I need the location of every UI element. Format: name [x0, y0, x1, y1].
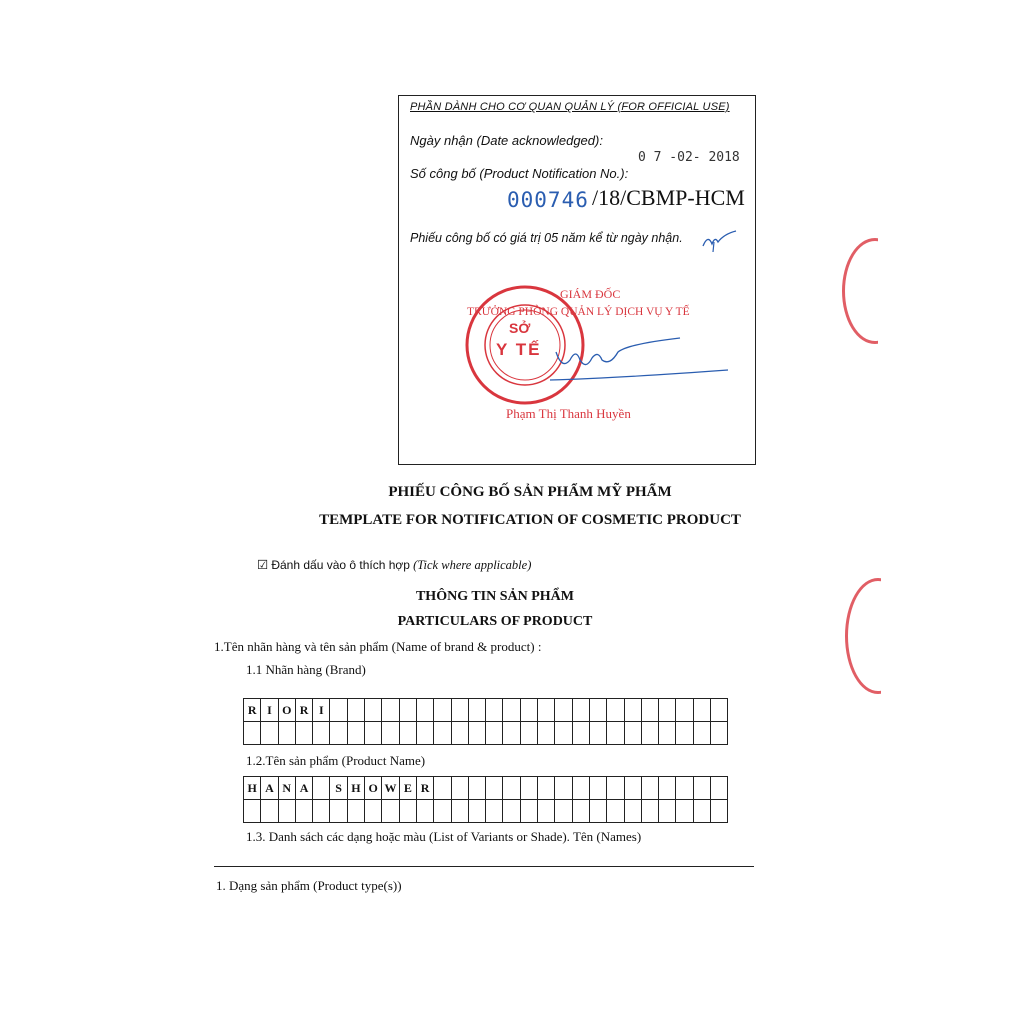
brand-cell	[641, 699, 658, 722]
brand-cell	[589, 722, 606, 745]
product-cell	[313, 777, 330, 800]
product-cell	[572, 800, 589, 823]
brand-cell	[659, 722, 676, 745]
product-cell	[693, 800, 710, 823]
section-heading-en: PARTICULARS OF PRODUCT	[397, 614, 593, 629]
product-cell	[607, 777, 624, 800]
brand-cell	[295, 722, 312, 745]
brand-cell	[382, 699, 399, 722]
brand-cell	[520, 699, 537, 722]
title-english: TEMPLATE FOR NOTIFICATION OF COSMETIC PRODUCT	[319, 512, 741, 528]
product-cell: H	[347, 777, 364, 800]
validity-note: Phiếu công bố có giá trị 05 năm kể từ ngày nhận.	[410, 231, 683, 245]
official-header: PHẦN DÀNH CHO CƠ QUAN QUẢN LÝ (FOR OFFICIAL USE)	[410, 101, 730, 113]
brand-cell: O	[278, 699, 295, 722]
side-stamp-bottom	[845, 578, 911, 694]
product-cell	[659, 800, 676, 823]
tick-label-en: (Tick where applicable)	[413, 558, 532, 572]
product-cell	[624, 800, 641, 823]
brand-cell	[693, 722, 710, 745]
product-cell	[295, 800, 312, 823]
product-cell	[555, 800, 572, 823]
product-cell	[468, 800, 485, 823]
product-cell	[676, 800, 693, 823]
product-cell: R	[416, 777, 433, 800]
brand-row	[244, 722, 728, 745]
product-cell	[607, 800, 624, 823]
notification-number-suffix: /18/CBMP-HCM	[592, 185, 745, 210]
brand-cell	[503, 722, 520, 745]
signer-title-1: GIÁM ĐỐC	[560, 287, 621, 301]
product-cell: O	[365, 777, 382, 800]
product-name-grid	[243, 776, 728, 823]
product-cell	[711, 800, 728, 823]
brand-cell	[676, 722, 693, 745]
brand-cell	[451, 699, 468, 722]
product-row	[244, 777, 728, 800]
tick-label-vi: Đánh dấu vào ô thích hợp	[271, 558, 410, 572]
item-1-2-label: 1.2.Tên sản phẩm (Product Name)	[246, 753, 426, 768]
stamp-center-line1: SỞ	[509, 320, 531, 336]
brand-cell	[347, 722, 364, 745]
brand-cell	[330, 699, 347, 722]
brand-cell	[468, 722, 485, 745]
product-cell	[624, 777, 641, 800]
product-cell	[538, 800, 555, 823]
brand-cell	[434, 699, 451, 722]
signer-name: Phạm Thị Thanh Huyền	[506, 406, 631, 421]
brand-cell: R	[295, 699, 312, 722]
brand-cell	[624, 722, 641, 745]
product-cell	[451, 800, 468, 823]
brand-cell	[468, 699, 485, 722]
product-cell	[486, 777, 503, 800]
signature	[540, 330, 740, 390]
product-cell: S	[330, 777, 347, 800]
product-cell	[347, 800, 364, 823]
product-cell	[399, 800, 416, 823]
product-cell	[693, 777, 710, 800]
item-1-label: 1.Tên nhãn hàng và tên sản phẩm (Name of brand & product) :	[214, 639, 542, 654]
brand-cell	[659, 699, 676, 722]
brand-cell	[434, 722, 451, 745]
product-cell	[538, 777, 555, 800]
brand-cell	[607, 722, 624, 745]
brand-cell	[382, 722, 399, 745]
product-cell	[382, 800, 399, 823]
product-cell	[572, 777, 589, 800]
brand-cell	[555, 699, 572, 722]
product-cell	[365, 800, 382, 823]
product-cell	[416, 800, 433, 823]
brand-grid	[243, 698, 728, 745]
product-cell	[711, 777, 728, 800]
brand-cell	[503, 699, 520, 722]
side-stamp-top	[842, 238, 908, 344]
brand-cell	[365, 722, 382, 745]
brand-cell	[416, 722, 433, 745]
brand-cell	[676, 699, 693, 722]
brand-cell: I	[313, 699, 330, 722]
brand-cell: I	[261, 699, 278, 722]
product-cell	[244, 800, 261, 823]
product-cell: A	[295, 777, 312, 800]
product-cell	[520, 800, 537, 823]
checkbox-icon: ☑	[257, 558, 269, 572]
brand-cell	[399, 722, 416, 745]
product-cell	[278, 800, 295, 823]
brand-cell	[555, 722, 572, 745]
product-cell	[434, 800, 451, 823]
date-acknowledged-value: 0 7 -02- 2018	[638, 150, 740, 165]
brand-cell	[572, 722, 589, 745]
product-cell	[676, 777, 693, 800]
section-heading-vi: THÔNG TIN SẢN PHẨM	[415, 589, 575, 604]
product-cell	[659, 777, 676, 800]
brand-cell	[399, 699, 416, 722]
tick-instruction	[257, 557, 531, 573]
product-cell: A	[261, 777, 278, 800]
notification-number-label: Số công bố (Product Notification No.):	[410, 166, 629, 181]
brand-cell	[244, 722, 261, 745]
initials-mark	[700, 228, 740, 254]
notification-number-handwritten: 000746	[507, 188, 589, 212]
product-cell	[503, 777, 520, 800]
brand-cell	[347, 699, 364, 722]
divider	[214, 866, 754, 867]
item-1-3-label: 1.3. Danh sách các dạng hoặc màu (List of Variants or Shade). Tên (Names)	[246, 829, 642, 844]
product-cell	[330, 800, 347, 823]
brand-cell	[711, 699, 728, 722]
brand-cell	[520, 722, 537, 745]
product-cell	[555, 777, 572, 800]
brand-cell	[313, 722, 330, 745]
product-cell	[313, 800, 330, 823]
brand-cell	[624, 699, 641, 722]
brand-cell	[641, 722, 658, 745]
product-type-label: 1. Dạng sản phẩm (Product type(s))	[216, 878, 402, 893]
product-row	[244, 800, 728, 823]
product-cell	[503, 800, 520, 823]
brand-cell	[365, 699, 382, 722]
brand-cell	[416, 699, 433, 722]
brand-cell	[589, 699, 606, 722]
product-cell: E	[399, 777, 416, 800]
brand-cell	[711, 722, 728, 745]
brand-cell	[278, 722, 295, 745]
brand-cell	[607, 699, 624, 722]
title-vietnamese: PHIẾU CÔNG BỐ SẢN PHẨM MỸ PHẨM	[388, 484, 672, 500]
brand-cell	[451, 722, 468, 745]
brand-row	[244, 699, 728, 722]
date-acknowledged-label: Ngày nhận (Date acknowledged):	[410, 133, 603, 148]
product-cell: N	[278, 777, 295, 800]
brand-cell	[572, 699, 589, 722]
product-cell	[641, 777, 658, 800]
product-cell	[451, 777, 468, 800]
product-cell: H	[244, 777, 261, 800]
brand-cell	[261, 722, 278, 745]
brand-cell: R	[244, 699, 261, 722]
product-cell	[589, 777, 606, 800]
brand-cell	[486, 722, 503, 745]
brand-cell	[538, 722, 555, 745]
product-cell	[486, 800, 503, 823]
product-cell	[520, 777, 537, 800]
product-cell	[589, 800, 606, 823]
brand-cell	[538, 699, 555, 722]
product-cell	[261, 800, 278, 823]
product-cell: W	[382, 777, 399, 800]
product-cell	[641, 800, 658, 823]
brand-cell	[330, 722, 347, 745]
product-cell	[468, 777, 485, 800]
item-1-1-label: 1.1 Nhãn hàng (Brand)	[246, 662, 366, 677]
brand-cell	[486, 699, 503, 722]
stamp-center-line2: Y TẾ	[496, 340, 542, 359]
signer-title-2: TRƯỞNG PHÒNG QUẢN LÝ DỊCH VỤ Y TẾ	[467, 306, 690, 318]
product-cell	[434, 777, 451, 800]
brand-cell	[693, 699, 710, 722]
